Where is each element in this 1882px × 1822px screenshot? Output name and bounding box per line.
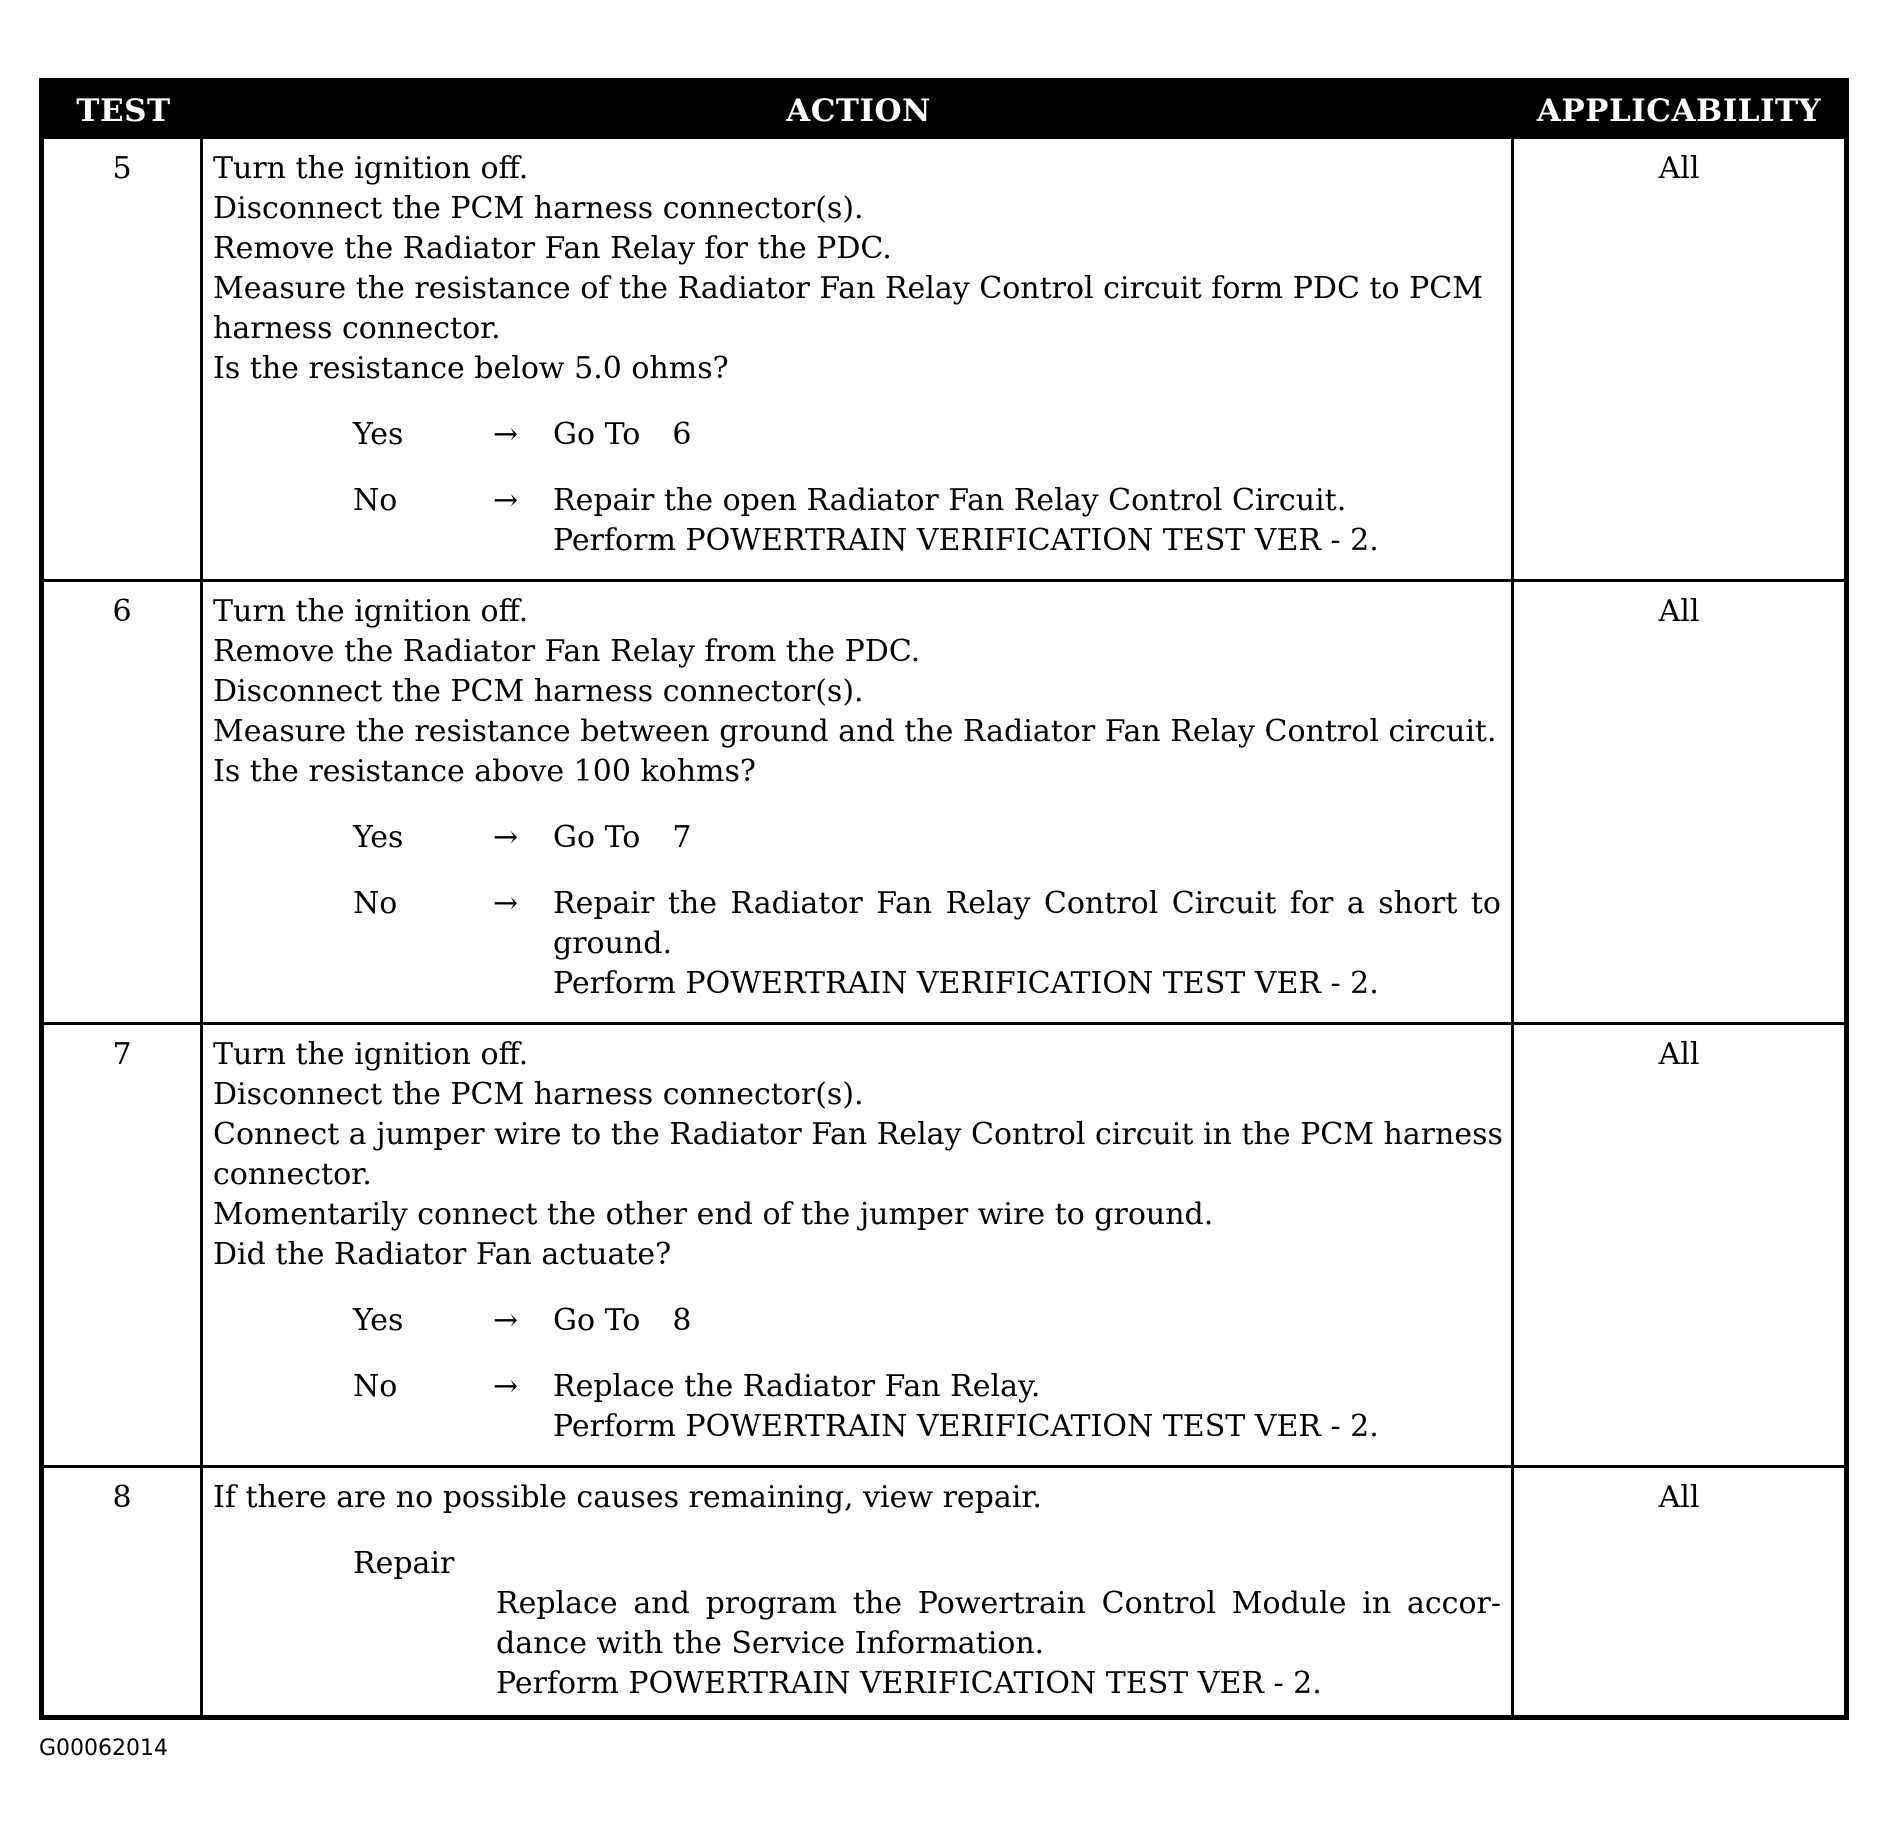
no-action-line: Replace the Radiator Fan Relay.: [553, 1369, 1041, 1404]
repair-line: Perform POWERTRAIN VERIFICATION TEST VER - 2.: [496, 1666, 1322, 1701]
figure-code: G00062014: [39, 1736, 169, 1761]
step-text: Connect a jumper wire to the Radiator Fan Relay Control circuit in the PCM harness: [213, 1117, 1503, 1152]
applicability-value: All: [1514, 582, 1844, 1025]
yes-branch: [353, 1301, 1501, 1341]
right-arrow-icon: →: [493, 417, 519, 452]
goto-label: Go To: [553, 1303, 641, 1338]
right-arrow-icon: →: [493, 886, 519, 921]
no-action-line: ground.: [553, 926, 672, 961]
test-number: 7: [44, 1025, 203, 1468]
no-action: [553, 481, 1501, 561]
step-text: Is the resistance above 100 kohms?: [213, 754, 756, 789]
step-text: Measure the resistance of the Radiator Fan Relay Control circuit form PDC to PCM: [213, 271, 1483, 306]
step-text: Disconnect the PCM harness connector(s).: [213, 674, 864, 709]
goto-target: [553, 415, 1501, 455]
no-label: No: [353, 1369, 398, 1404]
no-action: [553, 884, 1501, 1004]
step-text: Did the Radiator Fan actuate?: [213, 1237, 672, 1272]
no-action-line: Perform POWERTRAIN VERIFICATION TEST VER - 2.: [553, 523, 1379, 558]
repair-label: Repair: [353, 1546, 455, 1581]
header-test: TEST: [44, 83, 203, 139]
no-branch: [353, 1367, 1501, 1447]
step-text: Turn the ignition off.: [213, 151, 529, 186]
repair-line: Replace and program the Powertrain Control Module in accor-: [496, 1586, 1501, 1621]
applicability-value: All: [1514, 139, 1844, 582]
action-cell: [203, 1025, 1514, 1468]
test-number: 6: [44, 582, 203, 1025]
applicability-value: All: [1514, 1025, 1844, 1468]
no-action: [553, 1367, 1501, 1447]
diagnostic-test-table: [39, 78, 1849, 1720]
step-text: Measure the resistance between ground and the Radiator Fan Relay Control circuit.: [213, 714, 1497, 749]
right-arrow-icon: →: [493, 1369, 519, 1404]
right-arrow-icon: →: [493, 1303, 519, 1338]
no-label: No: [353, 483, 398, 518]
step-text: Disconnect the PCM harness connector(s).: [213, 191, 864, 226]
goto-label: Go To: [553, 417, 641, 452]
no-branch: [353, 884, 1501, 1004]
yes-branch: [353, 415, 1501, 455]
goto-target: [553, 1301, 1501, 1341]
yes-label: Yes: [353, 820, 404, 855]
applicability-value: All: [1658, 1480, 1700, 1515]
test-number: 8: [44, 1468, 203, 1715]
step-text: Remove the Radiator Fan Relay from the PDC.: [213, 634, 921, 669]
repair-instructions: [496, 1584, 1501, 1704]
goto-label: Go To: [553, 820, 641, 855]
header-applicability: APPLICABILITY: [1514, 83, 1844, 139]
step-text: Turn the ignition off.: [213, 594, 529, 629]
yes-label: Yes: [353, 1303, 404, 1338]
goto-number: 8: [672, 1303, 692, 1338]
no-label: No: [353, 886, 398, 921]
no-action-line: Perform POWERTRAIN VERIFICATION TEST VER - 2.: [553, 966, 1379, 1001]
step-text: Momentarily connect the other end of the jumper wire to ground.: [213, 1197, 1214, 1232]
action-cell: [203, 139, 1514, 582]
goto-number: 7: [672, 820, 692, 855]
header-action: ACTION: [203, 83, 1514, 139]
test-number: 5: [44, 139, 203, 582]
step-text: connector.: [213, 1157, 372, 1192]
step-text: Is the resistance below 5.0 ohms?: [213, 351, 729, 386]
no-branch: [353, 481, 1501, 561]
yes-label: Yes: [353, 417, 404, 452]
action-cell: [203, 1468, 1514, 1715]
repair-line: dance with the Service Information.: [496, 1626, 1045, 1661]
goto-target: [553, 818, 1501, 858]
step-text: Disconnect the PCM harness connector(s).: [213, 1077, 864, 1112]
step-text: Remove the Radiator Fan Relay for the PDC.: [213, 231, 892, 266]
step-text: Turn the ignition off.: [213, 1037, 529, 1072]
goto-number: 6: [672, 417, 692, 452]
step-text: harness connector.: [213, 311, 501, 346]
right-arrow-icon: →: [493, 820, 519, 855]
right-arrow-icon: →: [493, 483, 519, 518]
step-text: If there are no possible causes remaining, view repair.: [213, 1480, 1042, 1515]
action-cell: [203, 582, 1514, 1025]
yes-branch: [353, 818, 1501, 858]
no-action-line: Perform POWERTRAIN VERIFICATION TEST VER - 2.: [553, 1409, 1379, 1444]
no-action-line: Repair the open Radiator Fan Relay Control Circuit.: [553, 483, 1347, 518]
no-action-line: Repair the Radiator Fan Relay Control Circuit for a short to: [553, 886, 1501, 921]
